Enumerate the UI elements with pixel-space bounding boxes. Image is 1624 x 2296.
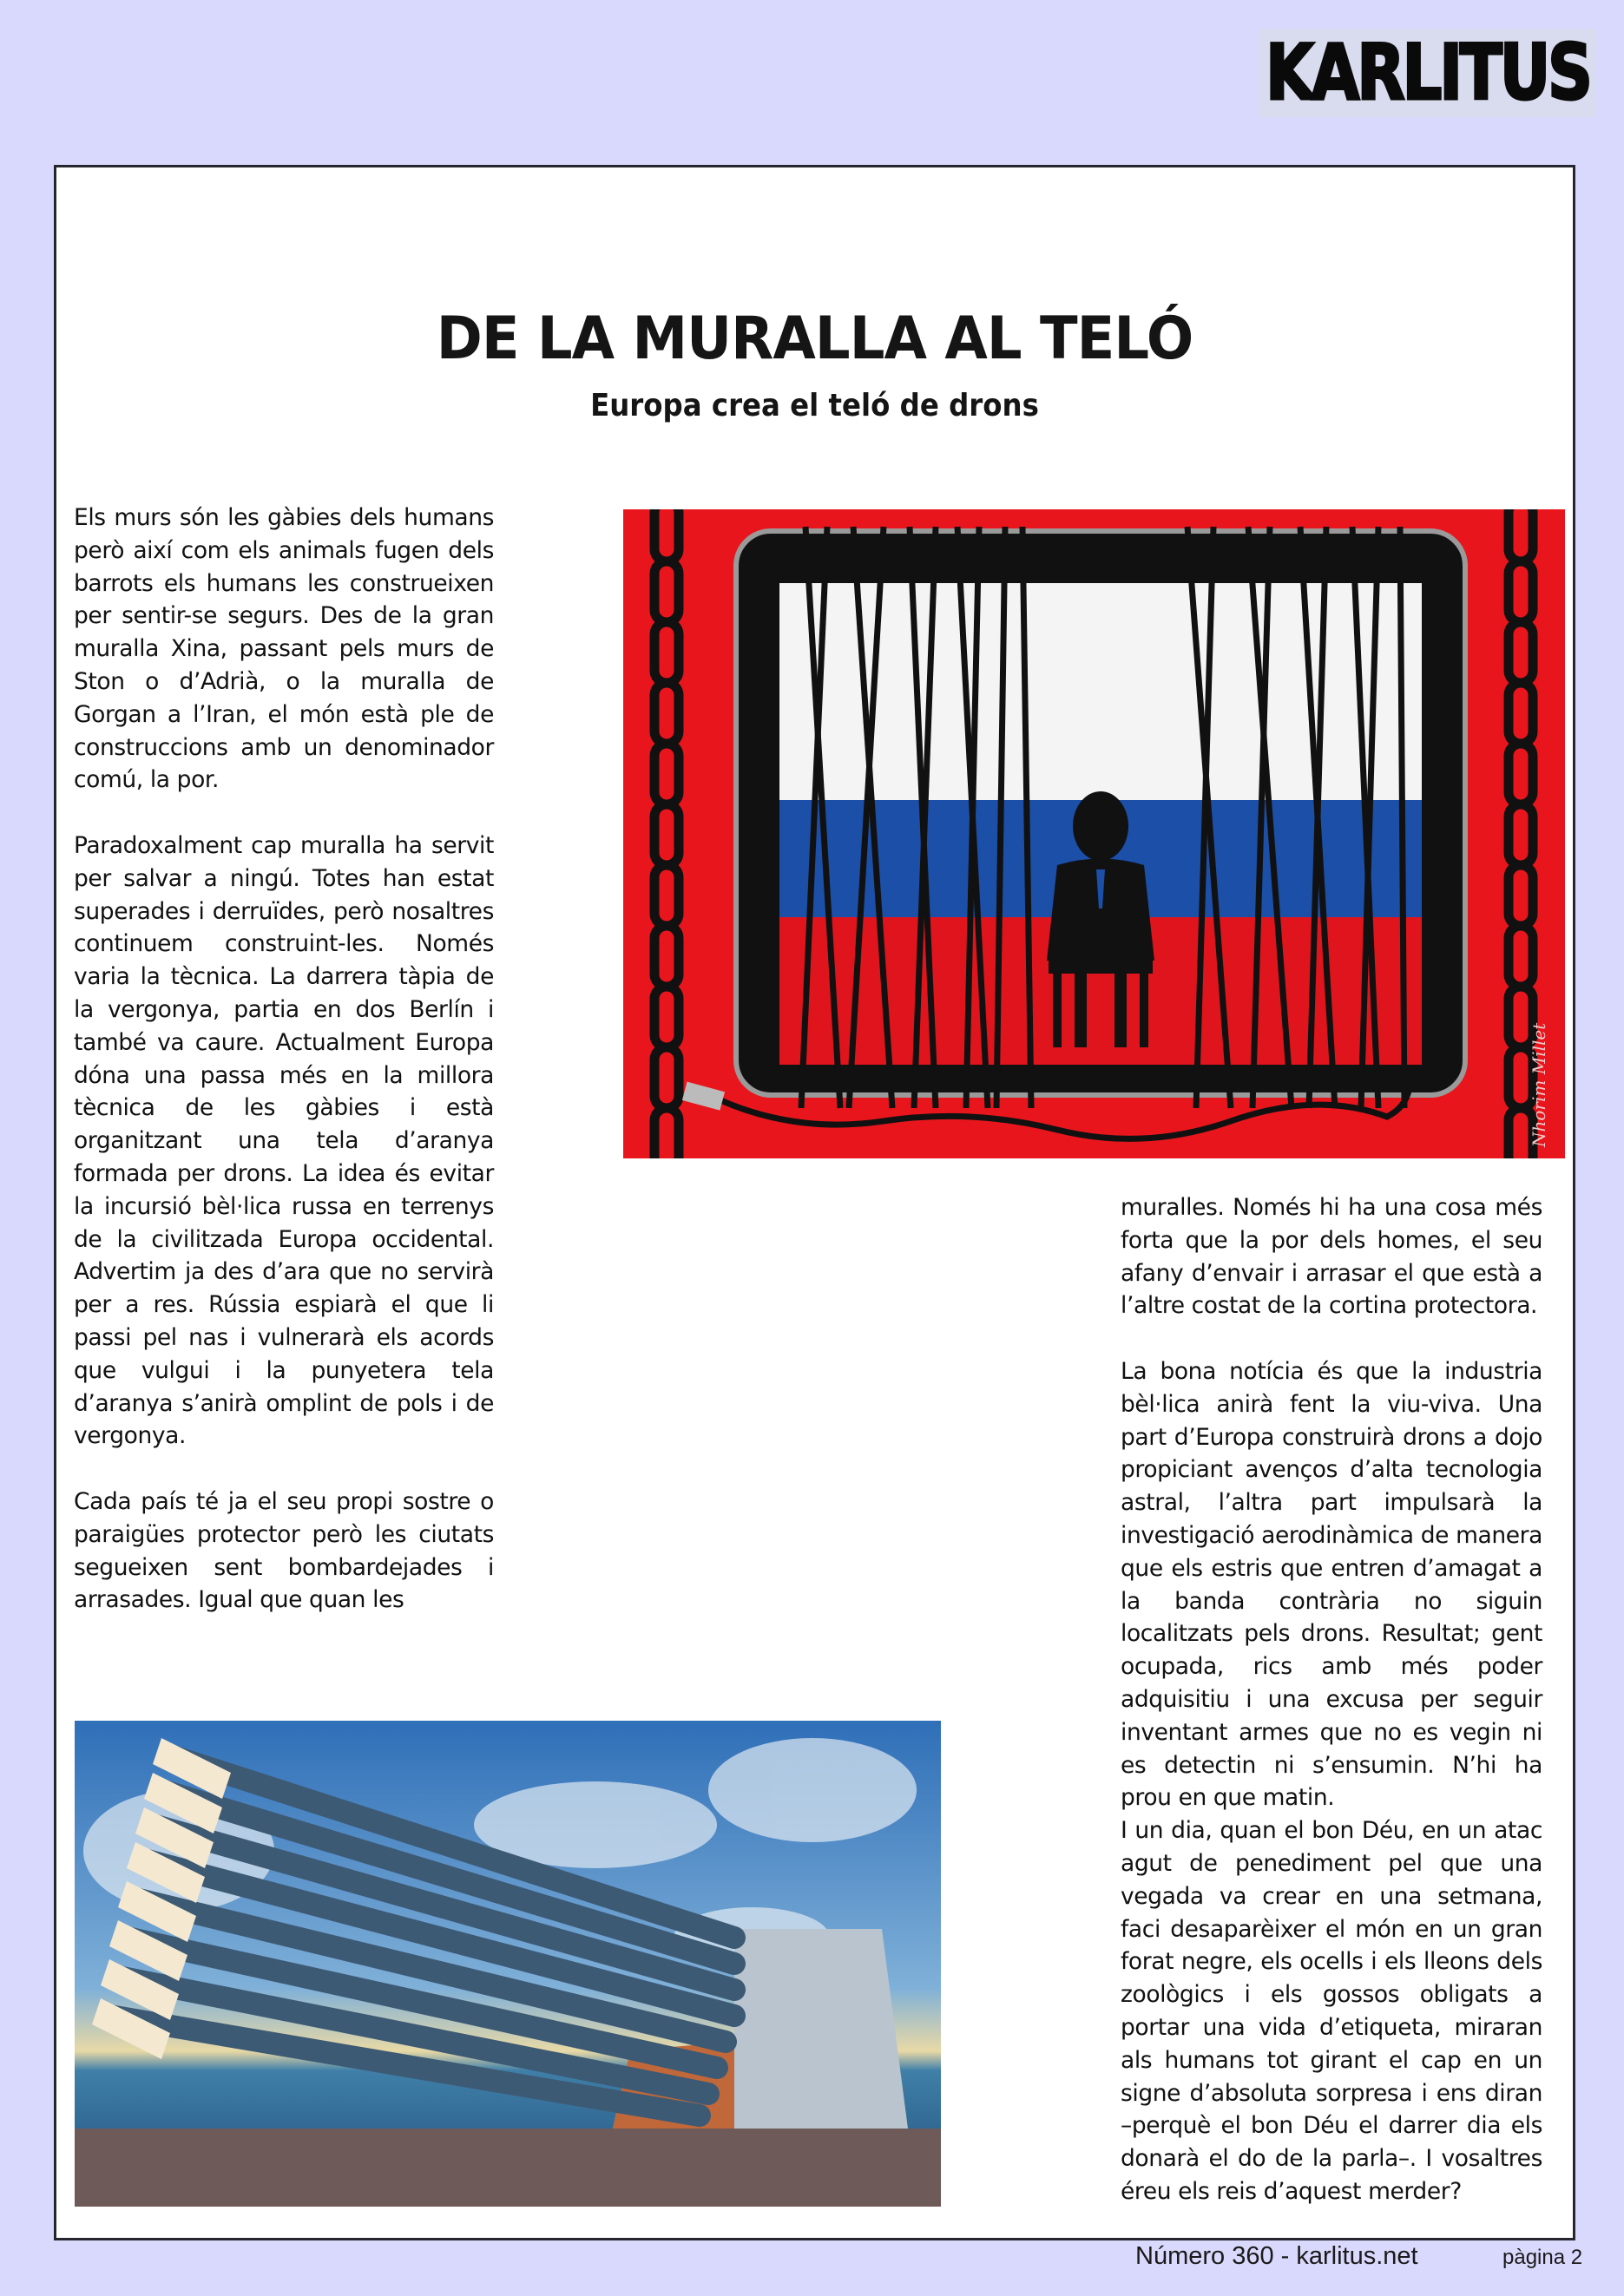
paragraph: muralles. Només hi ha una cosa més forta que la por dels homes, el seu afany d’envair i arrasar el que està a l’altre costat de la cortina protectora. (1121, 1194, 1542, 1320)
paragraph: La bona notícia és que la industria bèl·lica anirà fent la viu-viva. Una part d’Europa construirà drons a dojo propiciant avenços d’alta tecnologia astral, l’altra part impulsarà la investigació aerodinàmica de manera que els estris que entren d’amagat a la banda contrària no siguin localitzats pels drons. Resultat; gent ocupada, rics amb més poder adquisitiu i una excusa per seguir inventant armes que no es vegin ni es detectin ni s’ensumin. N’hi ha prou en que matin. (1121, 1357, 1542, 1812)
paragraph: Cada país té ja el seu propi sostre o paraigües protector però les ciutats segueixen sent bombardejades i arrasades. Igual que quan les (74, 1487, 494, 1614)
logo-text: KARLITUS (1265, 28, 1590, 117)
cartoon-image (623, 509, 1565, 1158)
missile-launcher-photo (75, 1721, 941, 2207)
article-subtitle: Europa crea el teló de drons (590, 388, 1039, 423)
left-column (74, 502, 494, 1617)
paragraph: I un dia, quan el bon Déu, en un atac agut de penediment pel que una vegada va crear en una setmana, faci desaparèixer el món en un gran forat negre, els ocells i els lleons dels zoològics i els gossos obligats a portar una vida d’etiqueta, miraran als humans tot girant el cap en un signe d’absoluta sorpresa i ens diran –perquè el bon Déu el darrer dia els donarà el do de la parla–. I vosaltres éreu els reis d’aquest merder? (1121, 1817, 1542, 2205)
right-column (1121, 1191, 1542, 2208)
article-title: DE LA MURALLA AL TELÓ (436, 305, 1193, 373)
masthead-logo (1259, 29, 1596, 117)
artist-signature: Nhorim Millet (1529, 1022, 1549, 1147)
footer-page-number: pàgina 2 (1502, 2246, 1583, 2269)
paragraph: Els murs són les gàbies dels humans però així com els animals fugen dels barrots els humans les construeixen per sentir-se segurs. Des de la gran muralla Xina, passant pels murs de Ston o d’Adrià, o la muralla de Gorgan a l’Iran, el món està ple de construccions amb un denominador comú, la por. (74, 504, 494, 794)
paragraph: Paradoxalment cap muralla ha servit per salvar a ningú. Totes han estat superades i derruïdes, però nosaltres continuem construint-les. Només varia la tècnica. La darrera tàpia de la vergonya, partia en dos Berlín i també va caure. Actualment Europa dóna una passa més en la millora tècnica de les gàbies i està organitzant una tela d’aranya formada per drons. La idea és evitar la incursió bèl·lica russa en terrenys de la civilitzada Europa occidental. Advertim ja des d’ara que no servirà per a res. Rússia espiarà el que li passi pel nas i vulnerarà els acords que vulgui i la punyetera tela d’aranya s’anirà omplint de pols i de vergonya. (74, 831, 494, 1450)
footer-issue: Número 360 - karlitus.net (1135, 2242, 1418, 2270)
article-page (54, 165, 1575, 2240)
